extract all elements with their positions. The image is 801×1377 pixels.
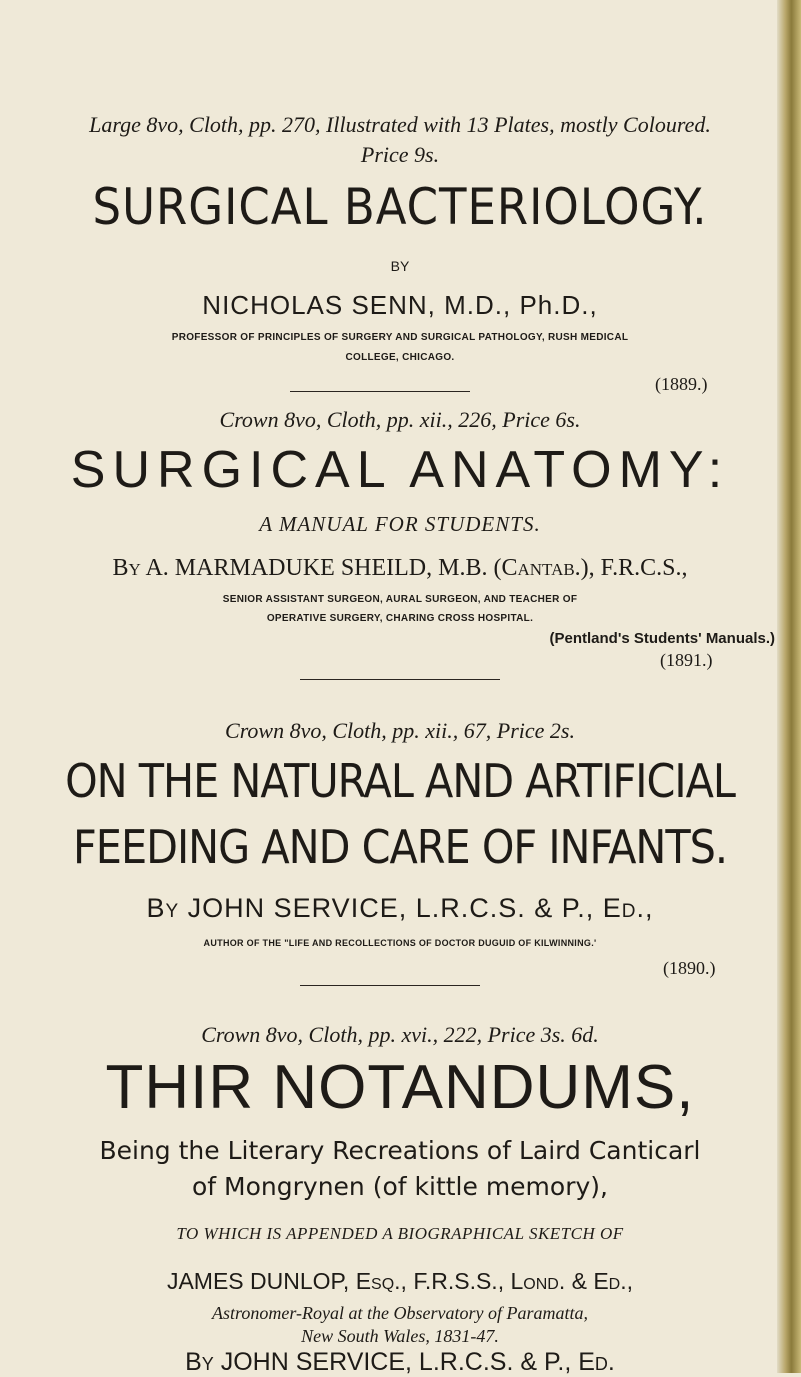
ad2-title: SURGICAL ANATOMY: — [70, 441, 730, 499]
ad1-title: SURGICAL BACTERIOLOGY. — [92, 178, 708, 236]
ad1-author: NICHOLAS SENN, M.D., Ph.D., — [202, 290, 598, 320]
ad2-year: (1891.) — [660, 650, 713, 670]
ad4-format: Crown 8vo, Cloth, pp. xvi., 222, Price 3s. 6d. — [201, 1022, 599, 1047]
ad4-desc-1: Being the Literary Recreations of Laird Canticarl — [99, 1136, 701, 1165]
divider — [300, 679, 500, 680]
ad1-format: Large 8vo, Cloth, pp. 270, Illustrated with 13 Plates, mostly Coloured. — [89, 112, 711, 137]
ad4-author: By JOHN SERVICE, L.R.C.S. & P., Ed. — [185, 1348, 615, 1376]
page-edge — [777, 0, 801, 1373]
ad2-subtitle: A MANUAL FOR STUDENTS. — [259, 512, 541, 536]
ad2-series: (Pentland's Students' Manuals.) — [549, 630, 775, 647]
ad4-subject-desc-2: New South Wales, 1831-47. — [301, 1326, 499, 1346]
divider — [290, 391, 470, 392]
ad1-year: (1889.) — [655, 374, 708, 394]
ad3-author: By JOHN SERVICE, L.R.C.S. & P., Ed., — [146, 893, 654, 923]
ad3-title-1: ON THE NATURAL AND ARTIFICIAL — [65, 754, 735, 808]
ad4-subject-desc-1: Astronomer-Royal at the Observatory of Paramatta, — [212, 1303, 588, 1323]
ad3-format: Crown 8vo, Cloth, pp. xii., 67, Price 2s. — [225, 718, 575, 743]
divider — [300, 985, 480, 986]
ad1-by: BY — [390, 258, 410, 274]
ad1-credentials-1: PROFESSOR OF PRINCIPLES OF SURGERY AND SURGICAL PATHOLOGY, RUSH MEDICAL — [171, 332, 629, 343]
ad4-appended: TO WHICH IS APPENDED A BIOGRAPHICAL SKETCH OF — [176, 1224, 624, 1243]
ad3-credentials: AUTHOR OF THE "LIFE AND RECOLLECTIONS OF DOCTOR DUGUID OF KILWINNING.' — [203, 938, 597, 948]
ad2-credentials-1: SENIOR ASSISTANT SURGEON, AURAL SURGEON, AND TEACHER OF — [222, 594, 578, 605]
ad4-subject: JAMES DUNLOP, Esq., F.R.S.S., Lond. & Ed., — [166, 1268, 634, 1294]
ad1-credentials-2: COLLEGE, CHICAGO. — [345, 352, 455, 363]
ad2-author: By A. MARMADUKE SHEILD, M.B. (Cantab.), F.R.C.S., — [112, 555, 688, 581]
ad3-title-2: FEEDING AND CARE OF INFANTS. — [72, 820, 728, 874]
ad4-title: THIR NOTANDUMS, — [105, 1053, 695, 1122]
ad3-year: (1890.) — [663, 958, 716, 978]
ad2-credentials-2: OPERATIVE SURGERY, CHARING CROSS HOSPITAL. — [266, 613, 534, 624]
ad1-price: Price 9s. — [360, 142, 440, 167]
ad2-format: Crown 8vo, Cloth, pp. xii., 226, Price 6s. — [219, 407, 581, 432]
ad4-desc-2: of Mongrynen (of kittle memory), — [192, 1172, 608, 1201]
